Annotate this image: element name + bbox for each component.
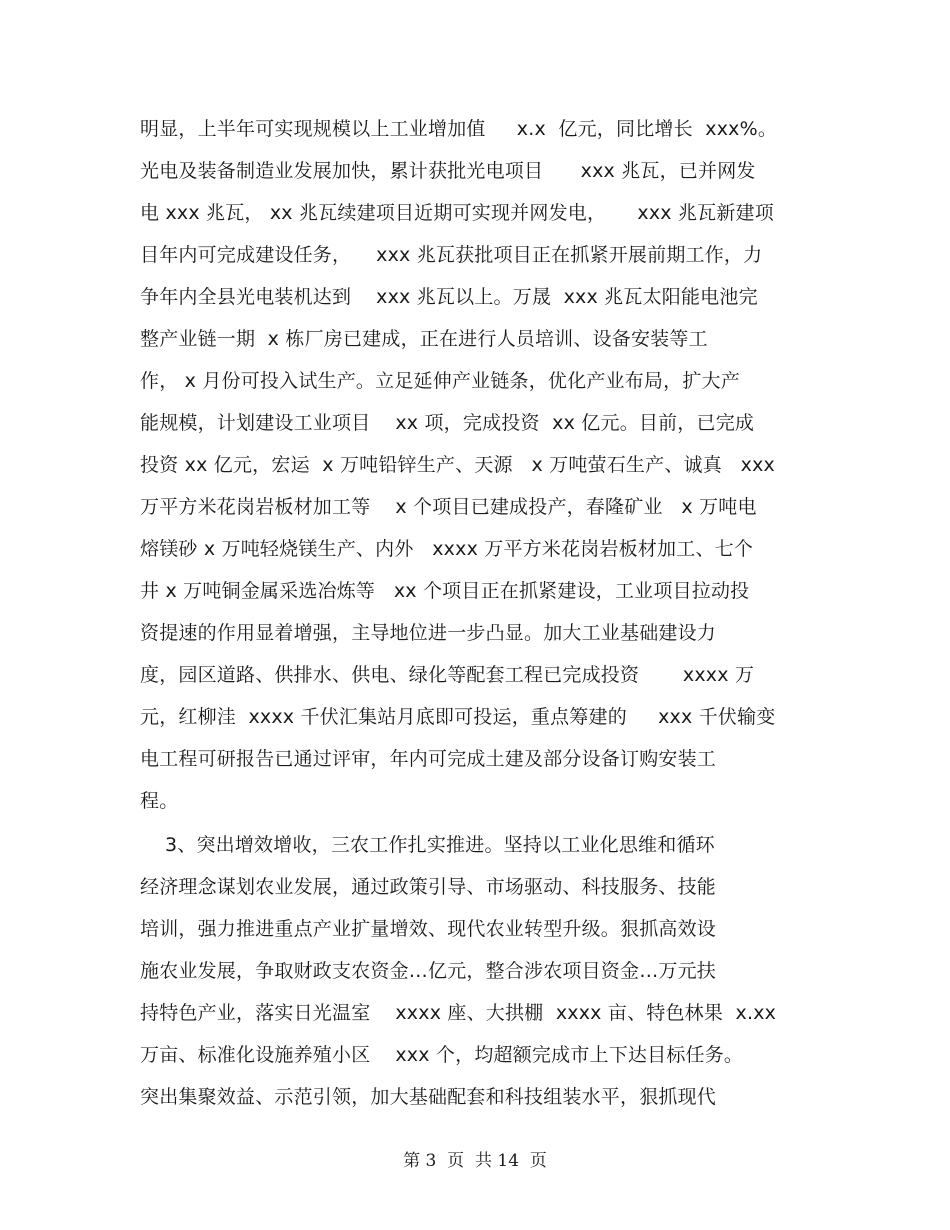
text-line: 元，红柳洼 xxxx 千伏汇集站月底即可投运，重点筹建的 xxx 千伏输变 (140, 706, 776, 728)
text-line: 万亩、标准化设施养殖小区 xxx 个，均超额完成市上下达目标任务。 (140, 1044, 744, 1066)
text-line: 井 x 万吨铜金属采选冶炼等 xx 个项目正在抓紧建设，工业项目拉动投 (140, 580, 750, 602)
text-line: 持特色产业，落实日光温室 xxxx 座、大拱棚 xxxx 亩、特色林果 x.xx (140, 1002, 777, 1024)
text-line: 能规模，计划建设工业项目 xx 项，完成投资 xx 亿元。目前，已完成 (140, 412, 755, 434)
text-line: 投资 xx 亿元，宏运 x 万吨铅锌生产、天源 x 万吨萤石生产、诚真 xxx (140, 454, 775, 476)
text-line: 明显，上半年可实现规模以上工业增加值 x.x 亿元，同比增长 xxx%。 (140, 118, 778, 140)
text-line: 资提速的作用显着增强，主导地位进一步凸显。加大工业基础建设力 (140, 622, 717, 644)
text-line: 光电及装备制造业发展加快，累计获批光电项目 xxx 兆瓦，已并网发 (140, 160, 756, 182)
text-line: 施农业发展，争取财政支农资金…亿元，整合涉农项目资金…万元扶 (140, 960, 717, 982)
text-line: 万平方米花岗岩板材加工等 x 个项目已建成投产，春隆矿业 x 万吨电 (140, 496, 757, 518)
text-line: 作， x 月份可投入试生产。立足延伸产业链条，优化产业布局，扩大产 (140, 370, 740, 392)
text-line: 目年内可完成建设任务， xxx 兆瓦获批项目正在抓紧开展前期工作，力 (140, 244, 763, 266)
text-line: 程。 (140, 790, 179, 812)
page-footer: 第 3 页 共 14 页 (403, 1151, 547, 1171)
text-line: 电工程可研报告已通过评审，年内可完成土建及部分设备订购安装工 (140, 748, 717, 770)
text-line: 3、突出增效增收，三农工作扎实推进。坚持以工业化思维和循环 (140, 834, 715, 856)
text-line: 培训，强力推进重点产业扩量增效、现代农业转型升级。狠抓高效设 (140, 918, 717, 940)
text-line: 度，园区道路、供排水、供电、绿化等配套工程已完成投资 xxxx 万 (140, 664, 755, 686)
text-line: 突出集聚效益、示范引领，加大基础配套和科技组装水平，狠抓现代 (140, 1086, 717, 1108)
text-line: 整产业链一期 x 栋厂房已建成，正在进行人员培训、设备安装等工 (140, 328, 708, 350)
text-line: 电 xxx 兆瓦， xx 兆瓦续建项目近期可实现并网发电， xxx 兆瓦新建项 (140, 202, 774, 224)
text-line: 熔镁砂 x 万吨轻烧镁生产、内外 xxxx 万平方米花岗岩板材加工、七个 (140, 538, 754, 560)
text-line: 争年内全县光电装机达到 xxx 兆瓦以上。万晟 xxx 兆瓦太阳能电池完 (140, 286, 758, 308)
text-line: 经济理念谋划农业发展，通过政策引导、市场驱动、科技服务、技能 (140, 876, 717, 898)
